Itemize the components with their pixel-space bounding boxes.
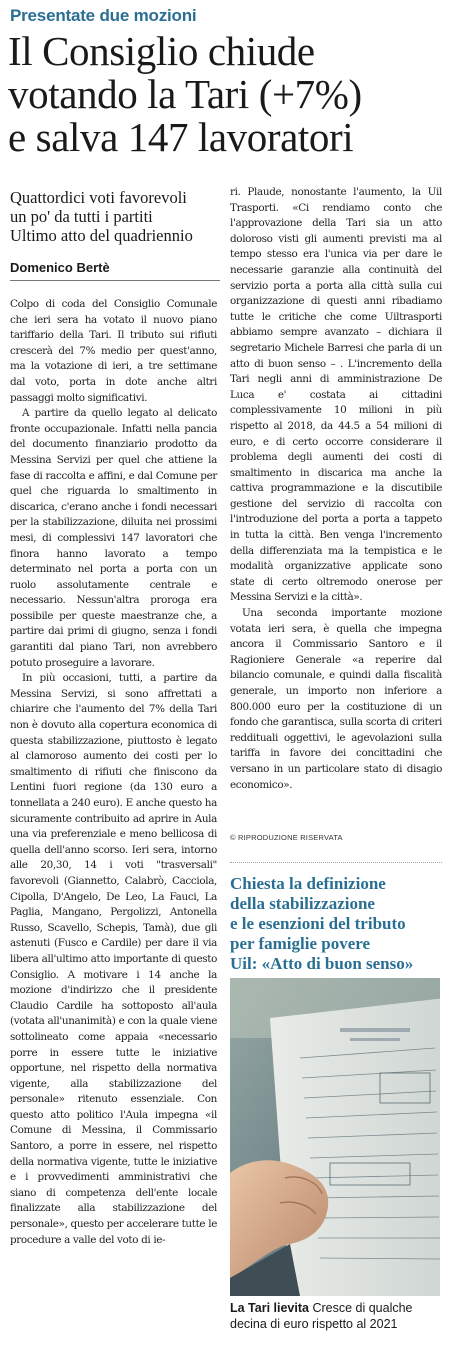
headline-line-3: e salva 147 lavoratori [8,114,354,160]
byline-rule [10,280,220,281]
sidebar-title-line: e le esenzioni del tributo [230,914,406,933]
paragraph: In più occasioni, tutti, a partire da Messina Servizi, si sono affrettati a chiarire che l'aumento del 7% della Tari non è dovuto alla copertura economica di questa stabilizzazione, piuttosto è legato al clamoroso aumento dei costi per lo smaltimento di rifiuti che finiscono da Lentini fuori regione (da 130 euro a tonnellata a 240 euro). E anche questo ha sicuramente contribuito ad aprire in Aula una via preferenziale e meno bellicosa di quella dell'anno scorso. Ieri sera, intorno alle 20,30, 14 i voti "trasversali" favorevoli (Giannetto, Calabrò, Cacciola, Cipolla, D'Angelo, De Leo, La Fauci, La Paglia, Mangano, Pergolizzi, Antonella Russo, Scavello, Schepis, Tamà), due gli astenuti (Fusco e Cardile) per dare il via libera all'ultimo atto importante di questo Consiglio. A motivare i 14 anche la mozione d'indirizzo che il presidente Claudio Cardile ha sottoposto all'aula (votata all'unanimità) e con la quale viene sottolineato come appaia «necessario porre in essere tutte le iniziative opportune, nel rispetto della normativa vigente, alla stabilizzazione del personale» ritenuto essenziale. Con questo atto politico l'Aula impegna «il Comune di Messina, il Commissario Santoro, a porre in essere, nel rispetto della normativa vigente, tutte le iniziative e i provvedimenti amministrativi che siano di competenza dell'ente locale finalizzate alla stabilizzazione del personale», questo per accelerare tutte le procedure a valle del voto di ie- [10,672,217,1246]
caption-text: Cresce di qualche decina di euro rispetto al 2021 [230,1301,413,1331]
sidebar-title-line: Uil: «Atto di buon senso» [230,954,414,973]
paragraph: Colpo di coda del Consiglio Comunale che ieri sera ha votato il nuovo piano tariffario della Tari. Il tributo sui rifiuti crescerà del 7% medio per quest'anno, ma la votazione di ieri, a tre settimane dal voto, porta in dote anche altri passaggi molto significativi. [10,298,217,404]
photo-caption [230,1300,445,1332]
sidebar-title-line: Chiesta la definizione [230,874,386,893]
headline-line-2: votando la Tari (+7%) [8,71,362,117]
subhead-line-1: Quattordici voti favorevoli [10,188,187,207]
tax-bill-photo [230,978,440,1296]
headline [8,30,448,159]
subhead-line-3: Ultimo atto del quadriennio [10,226,193,245]
paragraph: ri. Plaude, nonostante l'aumento, la Uil Trasporti. «Ci rendiamo conto che l'approvazione della Tari sia un atto doloroso visti gli aumenti previsti ma al tempo stesso era l'unica via per dare le necessarie garanzie alla continuità del servizio porta a porta alla città sulla cui organizzazione di questi anni ribadiamo tutte le critiche che come Uiltrasporti abbiamo sempre avanzato – dichiara il segretario Michele Barresi che parla di un atto di buon senso – . L'incremento della Tari negli anni di amministrazione De Luca e' costata ai cittadini complessivamente 10 milioni in più rispetto al 2018, da 44.5 a 54 milioni di euro, e di certo occorre considerare il problema degli aumenti dei costi di smaltimento in discarica ma anche la cattiva programmazione e la discutibile gestione del servizio di raccolta con l'introduzione del porta a porta a tappeto in tutta la città. Ben venga l'incremento della differenziata ma la tempistica e le modalità organizzative applicate sono state di certo oltremodo onerose per Messina Servizi e la città». [230,186,442,604]
subhead-line-2: un po' da tutti i partiti [10,207,153,226]
headline-line-1: Il Consiglio chiude [8,28,315,74]
paragraph: A partire da quello legato al delicato fronte occupazionale. Infatti nella pancia del documento finanziario prodotto da Messina Servizi per quel che attiene la fase di raccolta e affini, e dal Comune per quel che riguarda lo smaltimento in discarica, c'erano anche i fondi necessari per la stabilizzazione, diluita nei prossimi mesi, di complessivi 147 lavoratori che finora hanno lavorato a tempo determinato nel porta a porta con un ruolo assolutamente centrale e necessario. Nessun'altra proroga era possibile per queste maestranze che, a partire dai primi di giugno, senza i fondi garantiti dal piano Tari, non avrebbero potuto proseguire a lavorare. [10,407,217,669]
byline: Domenico Bertè [10,260,110,275]
sidebar-title-line: della stabilizzazione [230,894,375,913]
sidebar-title-line: per famiglie povere [230,934,371,953]
subhead [10,188,225,245]
sidebar-title [230,874,442,974]
kicker: Presentate due mozioni [10,6,197,25]
copyright-notice: © RIPRODUZIONE RISERVATA [230,833,343,842]
body-column-2 [230,185,442,793]
paragraph: Una seconda importante mozione votata ieri sera, è quella che impegna ancora il Commissario Santoro e il Ragioniere Generale «a reperire dal bilancio comunale, e quindi dalla fiscalità generale, un importo non inferiore a 800.000 euro per la costituzione di un fondo che garantisca, sulla scorta di criteri reddituali oggettivi, le agevolazioni sulla tariffa in favore dei concittadini che versano in un particolare stato di disagio economico». [230,607,442,791]
body-column-1 [10,297,217,1248]
caption-lead: La Tari lievita [230,1301,309,1315]
sidebar-divider [230,862,442,863]
